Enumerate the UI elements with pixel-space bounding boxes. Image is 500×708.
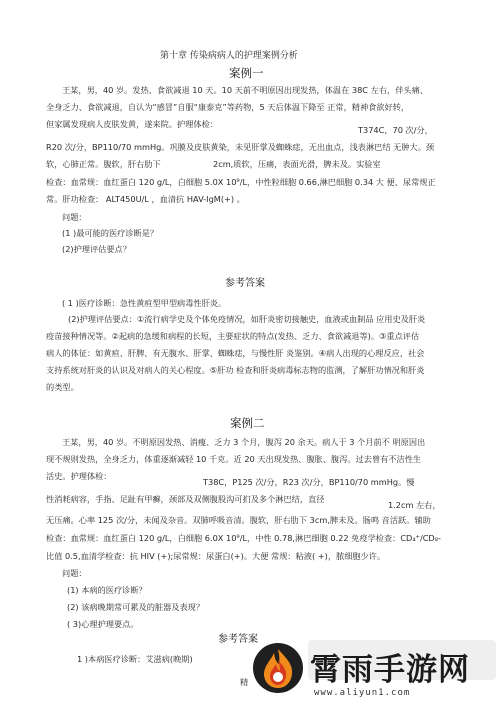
case1-line: T374C，70 次/分， xyxy=(358,125,433,135)
case2-questions-label: 问题： xyxy=(62,568,87,578)
case1-answer-line: (2)护理评估要点：①流行病学史及个体免疫情况，如肝炎密切接触史，血液或血制品 应用史及肝炎 xyxy=(68,314,426,324)
case2-title: 案例二 xyxy=(230,416,265,430)
case1-line: R20 次/分，BP110/70 mmHg。巩膜及皮肤黄染，未见肝掌及蜘蛛痣，无出血点，浅表淋巴结 无肿大。颈 xyxy=(46,142,435,152)
case1-question: (2)护理评估要点？ xyxy=(62,244,131,254)
case1-line: 常。肝功检查： ALT450U/L ，血清抗 HAV-IgM(+) 。 xyxy=(46,194,245,204)
case2-answer-line: 精 xyxy=(240,677,249,687)
case1-line: 检查：血常规：血红蛋白 120 g/L，白细胞 5.0X 10⁹/L，中性粒细胞 0.66,淋巴细胞 0.34 大 便、尿常规正 xyxy=(46,177,436,187)
case1-line: 全身乏力、食欲减退，自认为“感冒”自服“康泰克”等药物，5 天后体温下降至 正常，精神食欲好转， xyxy=(46,102,410,112)
case2-line: 现不规则发热，全身乏力，体重逐渐减轻 10 千克。近 20 天出现发热、腹胀、腹泻。过去曾有不洁性生 xyxy=(46,454,422,464)
case1-title: 案例一 xyxy=(229,66,264,80)
site-watermark xyxy=(244,640,500,708)
chapter-title: 第十章 传染病病人的护理案例分析 xyxy=(160,51,298,61)
case2-line: 性消耗病容，手指、足趾有甲癣，颈部及双侧腹股沟可扪及多个淋巴结，直径 xyxy=(46,494,325,504)
case1-line: 王某，男，40 岁。发热、食欲减退 10 天。10 天前不明原因出现发热，体温在 38C 左右，伴头痛、 xyxy=(62,85,428,95)
case2-answer-title: 参考答案 xyxy=(218,634,258,645)
case2-question: (2) 该病晚期常可累及的脏器及表现？ xyxy=(67,602,205,612)
case1-line: 软，心肺正常。腹软，肝右肋下 xyxy=(46,159,161,169)
case2-answer-line: 1 )本病医疗诊断：艾滋病(晚期) xyxy=(77,654,193,664)
flame-logo-icon xyxy=(252,642,304,694)
case1-answer-line: 病人的体征：如黄疸、肝脾、有无腹水、肝掌、蜘蛛痣，与慢性肝 炎鉴别。④病人出现的心理反应，社会 xyxy=(46,348,425,358)
case1-answer-title: 参考答案 xyxy=(225,278,265,289)
case2-line: 无压痛。心率 125 次/分，未闻及杂音。双肺呼吸音清。腹软，肝右肋下 3cm,脾未及。肠鸣 音活跃。辅助 xyxy=(46,515,431,525)
case1-answer-line: 支持系统对肝炎的认识及对病人的关心程度。⑤肝功 检查和肝炎病毒标志物的监测，了解肝功情况和肝炎 xyxy=(46,365,425,375)
case1-answer-line: ( 1 )医疗诊断：急性黄疸型甲型病毒性肝炎。 xyxy=(62,298,227,308)
watermark-url: www.aliyun1.com xyxy=(314,688,411,698)
case2-line: 检查：血常规：血红蛋白 120 g/L，白细胞 6.0X 10⁹/L，中性 0.78,淋巴细胞 0.22 免疫学检查：CD₄⁺/CD₈- xyxy=(46,533,441,543)
case1-answer-line: 疫苗接种情况等。②起病的急缓和病程的长短，主要症状的特点(发热、乏力、食欲减退等)。③重点评估 xyxy=(46,331,420,341)
case1-questions-label: 问题： xyxy=(62,212,87,222)
case2-question: (1) 本病的医疗诊断？ xyxy=(67,585,147,595)
case1-line: 2cm,质软，压痛，表面光滑，脾未及。实验室 xyxy=(213,159,381,169)
case2-line: T38C，P125 次/分，R23 次/分，BP110/70 mmHg。慢 xyxy=(203,477,415,487)
case2-line: 活史。护理体检： xyxy=(46,471,112,481)
case2-question: ( 3)心理护理要点。 xyxy=(67,619,139,629)
case2-line: 王某，男，40 岁。不明原因发热、消瘦、乏力 3 个月，腹泻 20 余天。病人于 3 个月前不 明原因出 xyxy=(62,437,426,447)
case1-answer-line: 的类型。 xyxy=(46,382,79,392)
case1-line: 但家属发现病人皮肤发黄，遂来院。护理体检： xyxy=(46,119,218,129)
watermark-title: 霄雨手游网 xyxy=(310,652,470,688)
case2-line: 比值 0.5,血清学检查：抗 HIV (+);尿常规：尿蛋白(+)。大便 常规：粘液( +)，脓细胞少许。 xyxy=(46,551,386,561)
case2-line: 1.2cm 左右， xyxy=(388,500,441,510)
case1-question: (1 )最可能的医疗诊断是？ xyxy=(62,228,159,238)
